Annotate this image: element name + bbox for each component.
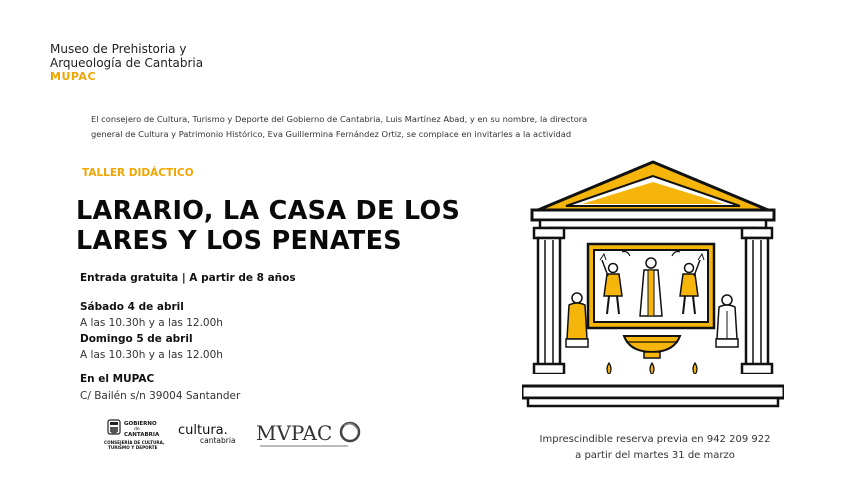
invitation-text — [91, 112, 661, 142]
day2-times: A las 10.30h y a las 12.00h — [80, 349, 223, 361]
mvpac-text: MVPAC — [256, 421, 333, 445]
reservation-info — [520, 432, 790, 464]
event-title-line1: LARARIO, LA CASA DE LOS — [76, 196, 461, 226]
gobierno-cantabria-logo — [104, 418, 174, 464]
venue-label: En el MUPAC — [80, 373, 155, 385]
mvpac-logo — [256, 414, 366, 454]
gobierno-line2: de — [134, 427, 140, 432]
event-kicker: TALLER DIDÁCTICO — [82, 167, 194, 179]
cultura-main: cultura. — [178, 423, 228, 438]
museum-acronym: MUPAC — [50, 70, 97, 83]
invitation-line2: general de Cultura y Patrimonio Histórico, Eva Guillermina Fernández Ortiz, se complace en invitarles a la actividad — [91, 129, 572, 139]
entry-info: Entrada gratuita | A partir de 8 años — [80, 272, 296, 284]
gobierno-sub1: CONSEJERÍA DE CULTURA, — [104, 440, 165, 445]
museum-name-line1: Museo de Prehistoria y — [50, 42, 187, 56]
day2-label: Domingo 5 de abril — [80, 333, 193, 345]
coat-of-arms-icon — [104, 418, 174, 464]
cultura-cantabria-logo — [178, 420, 244, 450]
reservation-line2: a partir del martes 31 de marzo — [575, 450, 735, 461]
event-title-line2: LARES Y LOS PENATES — [76, 226, 402, 256]
day1-times: A las 10.30h y a las 12.00h — [80, 317, 223, 329]
right-column — [742, 228, 772, 374]
temple-illustration — [522, 156, 784, 408]
venue-address: C/ Bailén s/n 39004 Santander — [80, 390, 241, 402]
day1-label: Sábado 4 de abril — [80, 301, 184, 313]
event-title — [76, 196, 526, 256]
gobierno-line3: CANTABRIA — [124, 432, 160, 438]
gobierno-line1: GOBIERNO — [124, 421, 157, 427]
gobierno-sub2: TURISMO Y DEPORTE — [108, 445, 158, 450]
museum-name-line2: Arqueología de Cantabria — [50, 56, 204, 70]
left-column — [534, 228, 564, 374]
invitation-line1: El consejero de Cultura, Turismo y Deporte del Gobierno de Cantabria, Luis Martínez Abad, y en su nombre, la directora — [91, 114, 588, 124]
cultura-sub: cantabria — [200, 436, 236, 445]
reservation-line1: Imprescindible reserva previa en 942 209 922 — [539, 434, 771, 445]
